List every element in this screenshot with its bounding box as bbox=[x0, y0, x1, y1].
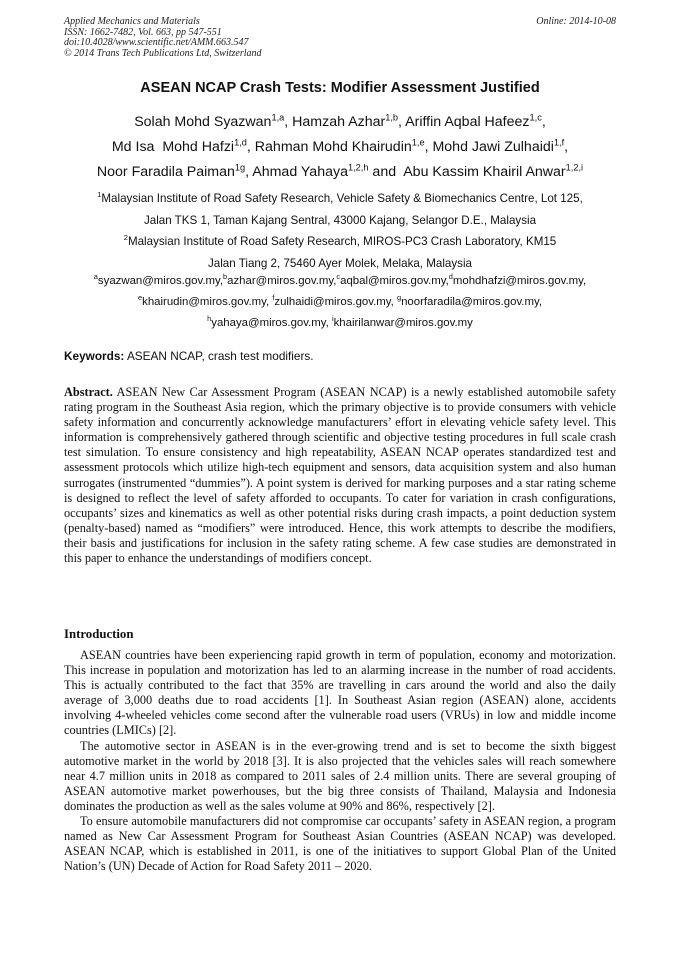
keywords-text: ASEAN NCAP, crash test modifiers. bbox=[124, 349, 314, 363]
author: Ariffin Aqbal Hafeez$^{1,c}$ bbox=[405, 112, 542, 130]
section-heading-introduction: Introduction bbox=[64, 627, 134, 641]
author: Noor Faradila Paiman$^{1g}$ bbox=[96, 162, 246, 180]
journal-name: Applied Mechanics and Materials bbox=[64, 16, 200, 27]
author: Hamzah Azhar$^{1,b}$ bbox=[292, 112, 399, 130]
email-link[interactable]: $^a$syazwan@miros.gov.my bbox=[93, 272, 220, 287]
email-link[interactable]: $^f$zulhaidi@miros.gov.my bbox=[272, 293, 391, 308]
paper-title: ASEAN NCAP Crash Tests: Modifier Assessment Justified bbox=[140, 80, 540, 96]
email-link[interactable]: $^c$aqbal@miros.gov.my bbox=[336, 272, 446, 287]
author: Ahmad Yahaya$^{1,2,h}$ bbox=[252, 162, 369, 180]
paragraph: The automotive sector in ASEAN is in the ever-growing trend and is set to become the sixth biggest automotive market in the world by 2018 [3]. It is also projected that the vehicles sales will reach somewhere near 4.7 million units in 2018 as compared to 2011 sales of 2.4 million units. There are several grouping of ASEAN automotive market powerhouses, but the big three consists of Thailand, Malaysia and Indonesia dominates the production as well as the sales volume at 90% and 86%, respectively [2]. bbox=[64, 738, 616, 813]
email-link[interactable]: $^b$azhar@miros.gov.my bbox=[223, 272, 334, 287]
email-link[interactable]: $^i$khairilanwar@miros.gov.my bbox=[331, 314, 473, 329]
journal-copyright: © 2014 Trans Tech Publications Ltd, Switzerland bbox=[64, 47, 262, 59]
abstract-label: Abstract. bbox=[64, 385, 113, 399]
affiliation-2: $^2$Malaysian Institute of Road Safety Research, MIROS-PC3 Crash Laboratory, KM15 Jalan Tiang 2, 75460 Ayer Molek, Melaka, Malaysia bbox=[123, 233, 557, 270]
abstract-text: ASEAN New Car Assessment Program (ASEAN NCAP) is a newly established automobile safety rating program in the Southeast Asia region, which the primary objective is to provide consumers with vehicle safety information and concurrently acknowledge manufacturers’ effort in elevating vehicle safety level. This information is comprehensively gathered through scientific and objective testing procedures in full scale crash test simulation. To ensure consistency and high repeatability, ASEAN NCAP operates standardized test and assessment protocols which utilize high-tech equipment and sensors, data acquisition system and also human surrogates (instrumented “dummies”). A point system is derived for marking purposes and a star rating scheme is designed to reflect the level of safety afforded to occupants. To cater for variation in crash configurations, occupants’ sizes and kinematics as well as other potential risks during crash impacts, a point deduction system (penalty-based) named as “modifiers” were introduced. Hence, this work attempts to describe the modifiers, their basis and justifications for inclusion in the safety rating scheme. A few case studies are demonstrated in this paper to enhance the understandings of modifiers concept. bbox=[64, 385, 616, 566]
author: Solah Mohd Syazwan$^{1,a}$ bbox=[134, 112, 285, 130]
paragraph: To ensure automobile manufacturers did not compromise car occupants’ safety in ASEAN region, a program named as New Car Assessment Program for Southeast Asian Countries (ASEAN NCAP) was developed. ASEAN NCAP, which is established in 2011, is one of the initiatives to support Global Plan of the United Nation’s (UN) Decade of Action for Road Safety 2011 – 2020. bbox=[64, 814, 616, 874]
keywords-label: Keywords: bbox=[64, 349, 125, 363]
email-link[interactable]: $^g$noorfaradila@miros.gov.my bbox=[396, 293, 539, 308]
author: Abu Kassim Khairil Anwar$^{1,2,i}$ bbox=[403, 162, 584, 180]
email-list: $^a$syazwan@miros.gov.my,$^b$azhar@miros.gov.my,$^c$aqbal@miros.gov.my,$^d$mohdhafzi@miros.gov.my, $^e$khairudin@miros.gov.my, $^f$zulhaidi@miros.gov.my, $^g$noorfaradila@miros.gov.my, $^h$yahaya@miros.gov.my, $^i$khairilanwar@miros.gov.my bbox=[93, 272, 587, 329]
journal-doi: doi:10.4028/www.scientific.net/AMM.663.547 bbox=[64, 37, 249, 48]
online-date: Online: 2014-10-08 bbox=[536, 16, 616, 27]
email-link[interactable]: $^d$mohdhafzi@miros.gov.my bbox=[448, 272, 584, 287]
author: Rahman Mohd Khairudin$^{1,e}$ bbox=[254, 137, 425, 155]
journal-header bbox=[64, 17, 616, 59]
email-link[interactable]: $^h$yahaya@miros.gov.my bbox=[207, 314, 326, 329]
paragraph: ASEAN countries have been experiencing rapid growth in term of population, economy and motorization. This increase in population and motorization has led to an alarming increase in the number of road accidents. This is actually contributed to the fact that 35% are travelling in cars around the world and also the daily average of 3,000 deaths due to road accidents [1]. In Southeast Asian region (ASEAN) alone, accidents involving 4-wheeled vehicles come second after the vulnerable road users (VRUs) in low and middle income countries (LMICs) [2]. bbox=[64, 648, 616, 738]
author-list: Solah Mohd Syazwan$^{1,a}$, Hamzah Azhar$^{1,b}$, Ariffin Aqbal Hafeez$^{1,c}$, Md Isa Mohd Hafzi$^{1,d}$, Rahman Mohd Khairudin$^{1,e}$, Mohd Jawi Zulhaidi$^{1,f}$, Noor Faradila Paiman$^{1g}$, Ahmad Yahaya$^{1,2,h}$ and Abu Kassim Khairil Anwar$^{1,2,i}$ bbox=[96, 112, 584, 180]
abstract bbox=[64, 385, 616, 566]
introduction-body bbox=[64, 648, 616, 874]
journal-issn: ISSN: 1662-7482, Vol. 663, pp 547-551 bbox=[64, 26, 222, 38]
affiliation-1: $^1$Malaysian Institute of Road Safety Research, Vehicle Safety & Biomechanics Centre, Lot 125, Jalan TKS 1, Taman Kajang Sentral, 43000 Kajang, Selangor D.E., Malaysia bbox=[97, 190, 583, 227]
author: Mohd Jawi Zulhaidi$^{1,f}$ bbox=[432, 137, 565, 155]
keywords bbox=[64, 349, 616, 363]
email-link[interactable]: $^e$khairudin@miros.gov.my bbox=[138, 293, 266, 308]
author: Md Isa Mohd Hafzi$^{1,d}$ bbox=[111, 137, 247, 155]
